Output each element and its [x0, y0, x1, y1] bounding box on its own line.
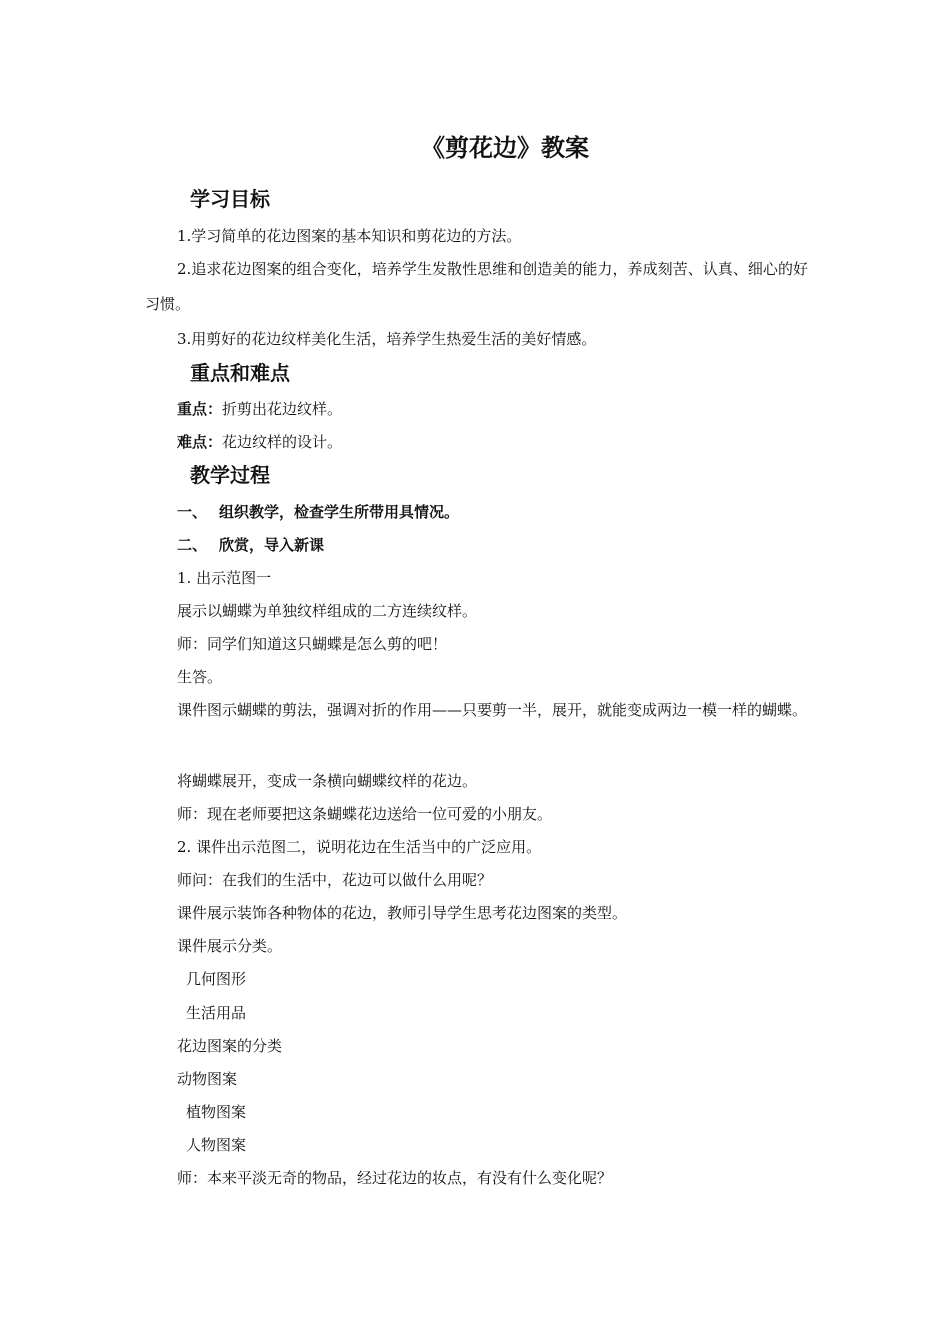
difficulty-label: 难点： [177, 433, 223, 451]
difficulty-line [177, 430, 342, 454]
step-1-text: 组织教学，检查学生所带用具情况。 [219, 503, 460, 521]
process-line: 课件展示分类。 [177, 937, 283, 955]
focus-text: 折剪出花边纹样。 [222, 400, 343, 418]
category-item: 植物图案 [186, 1103, 247, 1121]
category-item: 生活用品 [186, 1004, 247, 1022]
objective-item-1: 1.学习简单的花边图案的基本知识和剪花边的方法。 [177, 227, 522, 245]
difficulty-text: 花边纹样的设计。 [222, 433, 343, 451]
process-line: 生答。 [177, 668, 223, 686]
step-2-number: 二、 [177, 536, 208, 554]
category-item: 动物图案 [177, 1070, 238, 1088]
heading-key-points: 重点和难点 [190, 361, 290, 385]
focus-line [177, 397, 342, 421]
process-line: 2. 课件出示范图二，说明花边在生活当中的广泛应用。 [177, 838, 542, 856]
process-line-wrapped: 课件图示蝴蝶的剪法，强调对折的作用——只要剪一半，展开，就能变成两边一模一样的蝴蝶。 [177, 701, 808, 719]
category-heading: 花边图案的分类 [177, 1037, 283, 1055]
process-step-1 [177, 500, 459, 524]
step-1-number: 一、 [177, 503, 208, 521]
process-line: 师：同学们知道这只蝴蝶是怎么剪的吧！ [177, 635, 448, 653]
objective-item-2: 2.追求花边图案的组合变化，培养学生发散性思维和创造美的能力，养成刻苦、认真、细心的好习惯。 [145, 260, 808, 313]
process-line: 展示以蝴蝶为单独纹样组成的二方连续纹样。 [177, 602, 478, 620]
document-title: 《剪花边》教案 [421, 134, 589, 162]
objective-item-3: 3.用剪好的花边纹样美化生活，培养学生热爱生活的美好情感。 [177, 330, 597, 348]
process-line: 1. 出示范图一 [177, 569, 272, 587]
process-step-2 [177, 533, 324, 557]
focus-label: 重点： [177, 400, 223, 418]
process-line: 师问：在我们的生活中，花边可以做什么用呢？ [177, 871, 493, 889]
step-2-text: 欣赏，导入新课 [219, 536, 325, 554]
category-item: 人物图案 [186, 1136, 247, 1154]
process-line: 师：现在老师要把这条蝴蝶花边送给一位可爱的小朋友。 [177, 805, 553, 823]
heading-objectives: 学习目标 [190, 187, 270, 211]
process-line: 课件展示装饰各种物体的花边，教师引导学生思考花边图案的类型。 [177, 904, 628, 922]
category-item: 几何图形 [186, 970, 247, 988]
process-line: 师：本来平淡无奇的物品，经过花边的妆点，有没有什么变化呢？ [177, 1169, 613, 1187]
heading-process: 教学过程 [190, 463, 270, 487]
process-line: 将蝴蝶展开，变成一条横向蝴蝶纹样的花边。 [177, 772, 478, 790]
